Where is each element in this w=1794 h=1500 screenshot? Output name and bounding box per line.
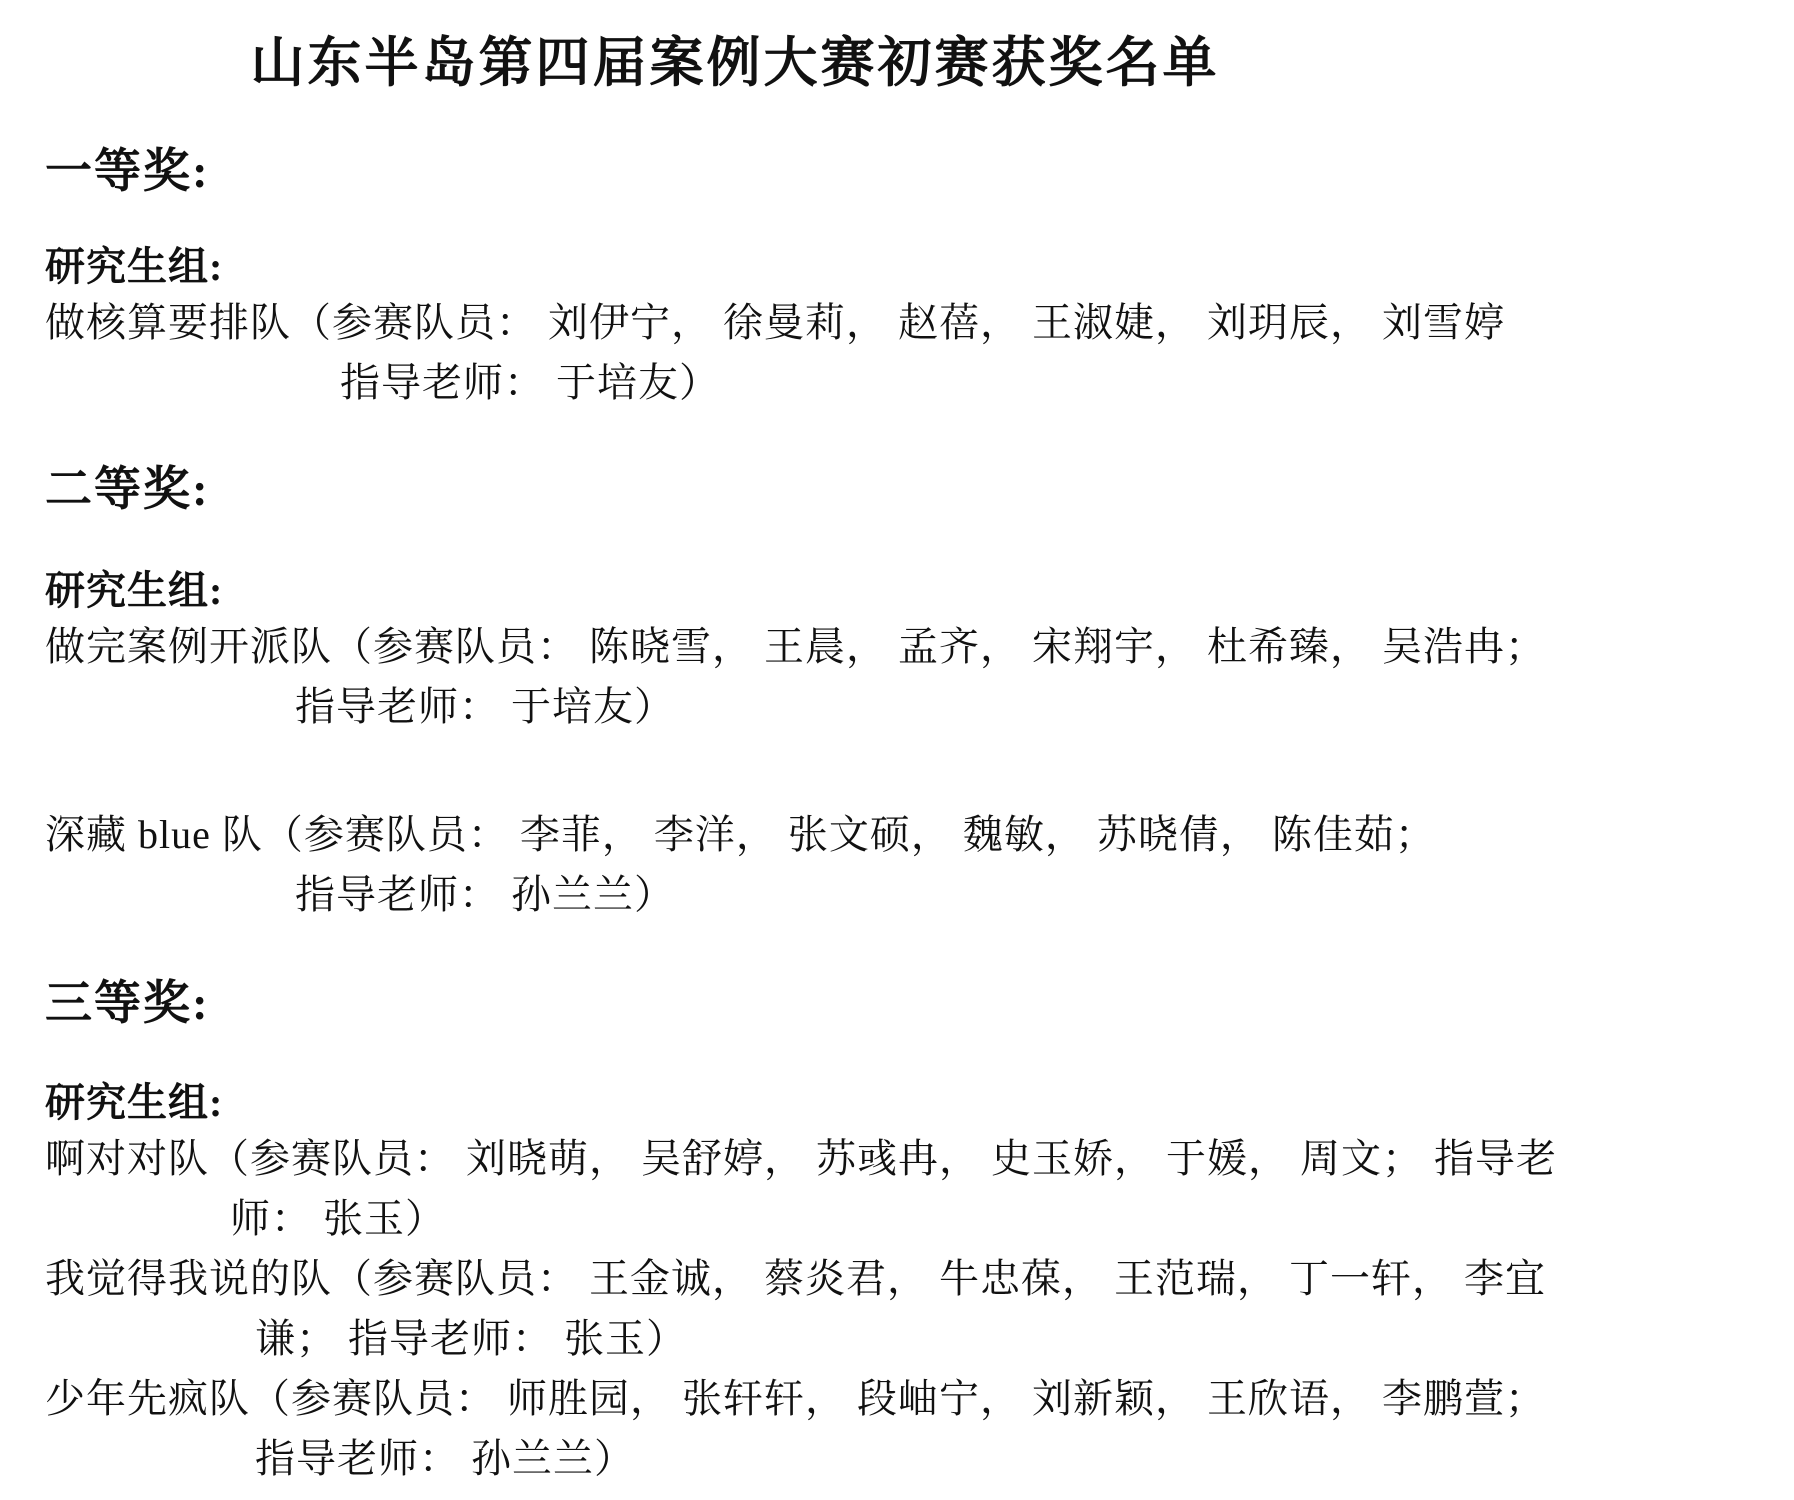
team-line: 师： 张玉） xyxy=(230,1196,446,1242)
team-line: 指导老师： 于培友） xyxy=(340,360,720,406)
prize-heading-first: 一等奖: xyxy=(45,146,210,198)
team-line: 指导老师： 于培友） xyxy=(295,684,675,730)
team-line: 指导老师： 孙兰兰） xyxy=(295,872,675,918)
team-line: 我觉得我说的队（参赛队员： 王金诚， 蔡炎君， 牛忠葆， 王范瑞， 丁一轩， 李宜 xyxy=(45,1256,1546,1302)
prize-section-third xyxy=(45,977,1734,1489)
prize-section-second xyxy=(45,463,1734,925)
group-label-graduate: 研究生组: xyxy=(45,1080,224,1126)
team-entry xyxy=(45,1369,1734,1489)
team-entry xyxy=(45,617,1734,737)
team-line: 啊对对队（参赛队员： 刘晓萌， 吴舒婷， 苏彧冉， 史玉娇， 于媛， 周文； 指导老 xyxy=(45,1136,1557,1182)
team-entry xyxy=(45,293,1734,413)
team-entry xyxy=(45,1249,1734,1369)
prize-heading-second: 二等奖: xyxy=(45,464,210,517)
team-entry xyxy=(45,805,1734,925)
team-line: 深藏 blue 队（参赛队员： 李菲， 李洋， 张文硕， 魏敏， 苏晓倩， 陈佳茹； xyxy=(45,812,1436,858)
team-line: 指导老师： 孙兰兰） xyxy=(255,1436,635,1482)
team-line: 谦； 指导老师： 张玉） xyxy=(255,1316,687,1362)
group-label-graduate: 研究生组: xyxy=(45,244,224,290)
prize-heading-third: 三等奖: xyxy=(45,978,210,1031)
prize-section-first xyxy=(45,145,1734,413)
team-line: 做完案例开派队（参赛队员： 陈晓雪， 王晨， 孟齐， 宋翔宇， 杜希臻， 吴浩冉； xyxy=(45,624,1546,670)
team-line: 少年先疯队（参赛队员： 师胜园， 张轩轩， 段岫宁， 刘新颖， 王欣语， 李鹏萱； xyxy=(45,1376,1546,1422)
team-entry xyxy=(45,1129,1734,1249)
page-title: 山东半岛第四届案例大赛初赛获奖名单 xyxy=(250,33,1220,93)
team-line: 做核算要排队（参赛队员： 刘伊宁， 徐曼莉， 赵蓓， 王淑婕， 刘玥辰， 刘雪婷 xyxy=(45,300,1505,346)
group-label-graduate: 研究生组: xyxy=(45,568,224,614)
